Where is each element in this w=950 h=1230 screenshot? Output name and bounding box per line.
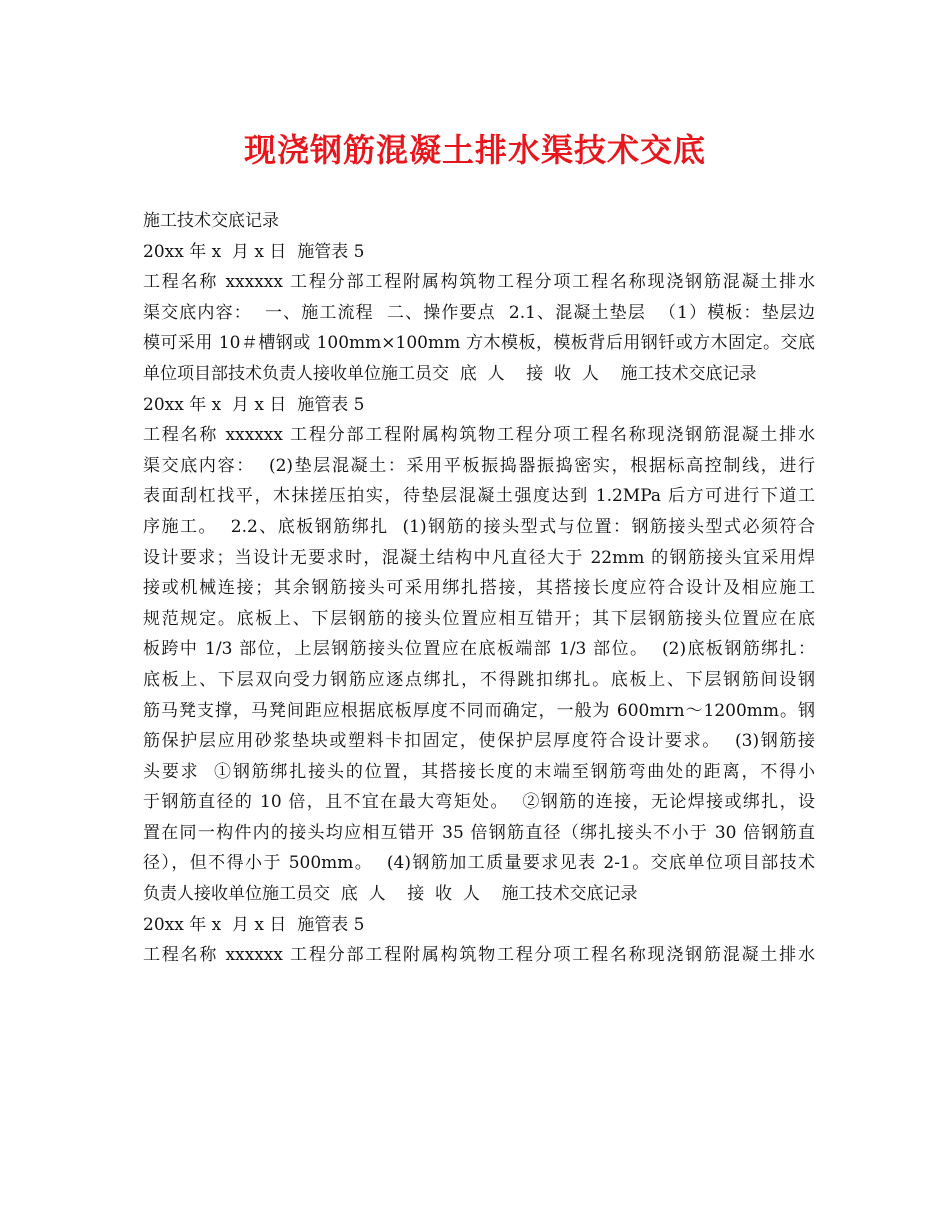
text-line: 底板上、下层双向受力钢筋应逐点绑扎，不得跳扣绑扎。底板上、下层钢筋间设钢 bbox=[143, 669, 815, 690]
document-title: 现浇钢筋混凝土排水渠技术交底 bbox=[243, 131, 706, 169]
text-line: 接或机械连接；其余钢筋接头可采用绑扎搭接，其搭接长度应符合设计及相应施工 bbox=[143, 578, 815, 599]
text-line: 20xx 年 x 月 x 日 施管表 5 bbox=[143, 394, 365, 415]
text-line: 20xx 年 x 月 x 日 施管表 5 bbox=[143, 914, 365, 935]
text-line: 负责人接收单位施工员交 底 人 接 收 人 施工技术交底记录 bbox=[143, 884, 638, 905]
text-line: 工程名称 xxxxxx 工程分部工程附属构筑物工程分项工程名称现浇钢筋混凝土排水 bbox=[143, 272, 815, 293]
text-line: 表面刮杠找平，木抹搓压拍实，待垫层混凝土强度达到 1.2MPa 后方可进行下道工 bbox=[143, 486, 815, 507]
text-line: 模可采用 10＃槽钢或 100mm×100mm 方木模板，模板背后用钢钎或方木固定。交底 bbox=[143, 333, 815, 354]
text-line: 规范规定。底板上、下层钢筋的接头位置应相互错开；其下层钢筋接头位置应在底 bbox=[143, 608, 815, 629]
document-body bbox=[143, 206, 815, 971]
text-line: 于钢筋直径的 10 倍，且不宜在最大弯矩处。 ②钢筋的连接，无论焊接或绑扎，设 bbox=[143, 792, 815, 813]
text-line: 渠交底内容： (2)垫层混凝土：采用平板振捣器振捣密实，根据标高控制线，进行 bbox=[143, 455, 815, 476]
text-line: 20xx 年 x 月 x 日 施管表 5 bbox=[143, 241, 365, 262]
text-line: 头要求 ①钢筋绑扎接头的位置，其搭接长度的末端至钢筋弯曲处的距离，不得小 bbox=[143, 761, 815, 782]
text-line: 序施工。 2.2、底板钢筋绑扎 (1)钢筋的接头型式与位置：钢筋接头型式必须符合 bbox=[143, 516, 815, 537]
text-line: 置在同一构件内的接头均应相互错开 35 倍钢筋直径（绑扎接头不小于 30 倍钢筋直 bbox=[143, 822, 815, 843]
text-line: 筋马凳支撑，马凳间距应根据底板厚度不同而确定，一般为 600mrn～1200mm。钢 bbox=[143, 700, 815, 721]
text-line: 工程名称 xxxxxx 工程分部工程附属构筑物工程分项工程名称现浇钢筋混凝土排水 bbox=[143, 945, 815, 966]
text-line: 单位项目部技术负责人接收单位施工员交 底 人 接 收 人 施工技术交底记录 bbox=[143, 363, 757, 384]
text-line: 筋保护层应用砂浆垫块或塑料卡扣固定，使保护层厚度符合设计要求。 (3)钢筋接 bbox=[143, 731, 815, 752]
text-line: 板跨中 1/3 部位，上层钢筋接头位置应在底板端部 1/3 部位。 (2)底板钢筋绑扎： bbox=[143, 639, 815, 660]
text-line: 工程名称 xxxxxx 工程分部工程附属构筑物工程分项工程名称现浇钢筋混凝土排水 bbox=[143, 425, 815, 446]
text-line: 径），但不得小于 500mm。 (4)钢筋加工质量要求见表 2-1。交底单位项目部技术 bbox=[143, 853, 815, 874]
text-line: 设计要求；当设计无要求时，混凝土结构中凡直径大于 22mm 的钢筋接头宜采用焊 bbox=[143, 547, 815, 568]
text-line: 渠交底内容： 一、施工流程 二、操作要点 2.1、混凝土垫层 （1）模板：垫层边 bbox=[143, 302, 815, 323]
text-line: 施工技术交底记录 bbox=[143, 211, 279, 231]
